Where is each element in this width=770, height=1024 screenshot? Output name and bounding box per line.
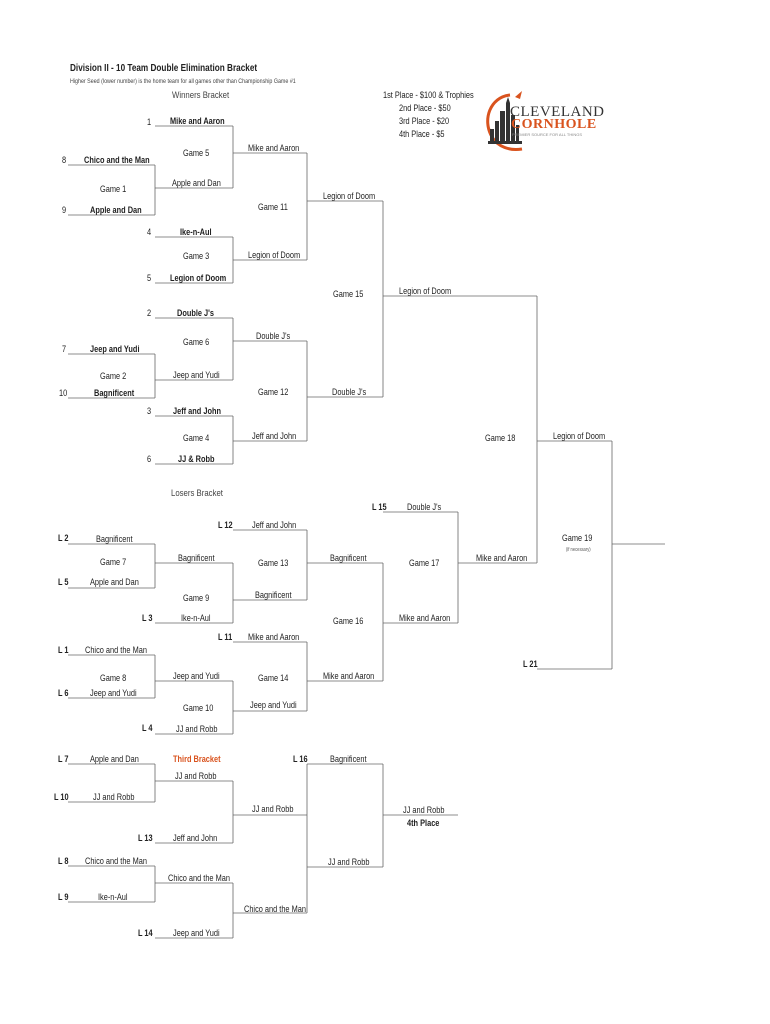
game-3-winner: Legion of Doom <box>248 250 301 260</box>
game-13-label: Game 13 <box>258 558 289 568</box>
seed-3: 3 <box>147 406 152 416</box>
loser-2-team: Bagnificent <box>96 534 133 544</box>
team-seed-10: Bagnificent <box>94 388 135 398</box>
loser-2-marker: L 2 <box>58 533 69 543</box>
game-12-winner: Double J's <box>332 387 367 397</box>
game-14-winner: Mike and Aaron <box>323 671 375 681</box>
team-seed-8: Chico and the Man <box>84 155 150 165</box>
game-6-winner: Double J's <box>256 331 291 341</box>
game-19-label: Game 19 <box>562 533 593 543</box>
game-9-winner: Bagnificent <box>255 590 292 600</box>
loser-8-team: Chico and the Man <box>85 856 147 866</box>
loser-12-marker: L 12 <box>218 520 233 530</box>
seed-10: 10 <box>59 388 68 398</box>
game-8-winner: Jeep and Yudi <box>173 671 220 681</box>
loser-3-team: Ike-n-Aul <box>181 613 211 623</box>
loser-21-marker: L 21 <box>523 659 538 669</box>
loser-1-marker: L 1 <box>58 645 69 655</box>
page-title: Division II - 10 Team Double Elimination Bracket <box>70 63 258 74</box>
loser-6-team: Jeep and Yudi <box>90 688 137 698</box>
seed-7: 7 <box>62 344 67 354</box>
page-subtitle: Higher Seed (lower number) is the home team for all games other than Championship Game #1 <box>70 78 296 85</box>
team-seed-3: Jeff and John <box>173 406 221 416</box>
loser-11-marker: L 11 <box>218 632 233 642</box>
game-16-winner: Mike and Aaron <box>399 613 451 623</box>
game-12-label: Game 12 <box>258 387 289 397</box>
game-10-winner: Jeep and Yudi <box>250 700 297 710</box>
game-15-winner: Legion of Doom <box>399 286 452 296</box>
third-winner-3: Chico and the Man <box>168 873 230 883</box>
loser-10-team: JJ and Robb <box>93 792 135 802</box>
prize-1st: 1st Place - $100 & Trophies <box>383 90 474 100</box>
prize-3rd: 3rd Place - $20 <box>399 116 450 126</box>
game-11-winner: Legion of Doom <box>323 191 376 201</box>
game-1-winner: Apple and Dan <box>172 178 221 188</box>
third-winner-5: Chico and the Man <box>244 904 306 914</box>
losers-bracket-label: Losers Bracket <box>171 488 223 499</box>
third-winner-1: JJ and Robb <box>175 771 217 781</box>
game-17-winner: Mike and Aaron <box>476 553 528 563</box>
team-seed-2: Double J's <box>177 308 215 318</box>
game-5-winner: Mike and Aaron <box>248 143 300 153</box>
game-11-label: Game 11 <box>258 202 288 212</box>
third-final-team: JJ and Robb <box>403 805 445 815</box>
game-3-label: Game 3 <box>183 251 210 261</box>
team-seed-4: Ike-n-Aul <box>180 227 212 237</box>
game-18-label: Game 18 <box>485 433 516 443</box>
loser-8-marker: L 8 <box>58 856 69 866</box>
loser-13-team: Jeff and John <box>173 833 218 843</box>
seed-5: 5 <box>147 273 152 283</box>
loser-12-team: Jeff and John <box>252 520 297 530</box>
seed-1: 1 <box>147 117 152 127</box>
loser-5-marker: L 5 <box>58 577 69 587</box>
loser-6-marker: L 6 <box>58 688 69 698</box>
game-19-note: (if necessary) <box>566 547 591 553</box>
loser-3-marker: L 3 <box>142 613 153 623</box>
game-16-label: Game 16 <box>333 616 364 626</box>
game-9-label: Game 9 <box>183 593 210 603</box>
loser-9-marker: L 9 <box>58 892 69 902</box>
loser-10-marker: L 10 <box>54 792 69 802</box>
logo-line1: CLEVELAND <box>510 104 605 120</box>
loser-14-marker: L 14 <box>138 928 153 938</box>
seed-9: 9 <box>62 205 67 215</box>
game-4-label: Game 4 <box>183 433 210 443</box>
game-4-winner: Jeff and John <box>252 431 297 441</box>
game-1-label: Game 1 <box>100 184 127 194</box>
winners-bracket-label: Winners Bracket <box>172 90 230 101</box>
game-5-label: Game 5 <box>183 148 210 158</box>
loser-13-marker: L 13 <box>138 833 153 843</box>
prize-4th: 4th Place - $5 <box>399 129 445 139</box>
game-6-label: Game 6 <box>183 337 210 347</box>
game-2-label: Game 2 <box>100 371 127 381</box>
seed-4: 4 <box>147 227 152 237</box>
game-14-label: Game 14 <box>258 673 289 683</box>
loser-7-marker: L 7 <box>58 754 69 764</box>
game-10-label: Game 10 <box>183 703 214 713</box>
team-seed-6: JJ & Robb <box>178 454 215 464</box>
loser-4-team: JJ and Robb <box>176 724 218 734</box>
game-13-winner: Bagnificent <box>330 553 367 563</box>
team-seed-5: Legion of Doom <box>170 273 227 283</box>
game-2-winner: Jeep and Yudi <box>173 370 220 380</box>
loser-5-team: Apple and Dan <box>90 577 139 587</box>
third-bracket-label: Third Bracket <box>173 754 221 764</box>
loser-15-marker: L 15 <box>372 502 387 512</box>
logo-line2: CORNHOLE <box>511 117 597 132</box>
game-8-label: Game 8 <box>100 673 127 683</box>
loser-16-team: Bagnificent <box>330 754 367 764</box>
team-seed-7: Jeep and Yudi <box>90 344 140 354</box>
game-17-label: Game 17 <box>409 558 440 568</box>
loser-4-marker: L 4 <box>142 723 153 733</box>
loser-9-team: Ike-n-Aul <box>98 892 128 902</box>
loser-15-team: Double J's <box>407 502 442 512</box>
third-winner-2: JJ and Robb <box>252 804 294 814</box>
game-18-winner: Legion of Doom <box>553 431 606 441</box>
prize-2nd: 2nd Place - $50 <box>399 103 451 113</box>
seed-6: 6 <box>147 454 152 464</box>
loser-14-team: Jeep and Yudi <box>173 928 220 938</box>
game-15-label: Game 15 <box>333 289 364 299</box>
logo-tagline: PREMIER SOURCE FOR ALL THINGS <box>512 132 583 137</box>
loser-1-team: Chico and the Man <box>85 645 147 655</box>
loser-16-marker: L 16 <box>293 754 308 764</box>
third-winner-4: JJ and Robb <box>328 857 370 867</box>
game-7-winner: Bagnificent <box>178 553 215 563</box>
loser-11-team: Mike and Aaron <box>248 632 300 642</box>
fourth-place-label: 4th Place <box>407 818 440 828</box>
team-seed-1: Mike and Aaron <box>170 116 225 126</box>
seed-2: 2 <box>147 308 152 318</box>
seed-8: 8 <box>62 155 67 165</box>
team-seed-9: Apple and Dan <box>90 205 142 215</box>
game-7-label: Game 7 <box>100 557 127 567</box>
loser-7-team: Apple and Dan <box>90 754 139 764</box>
